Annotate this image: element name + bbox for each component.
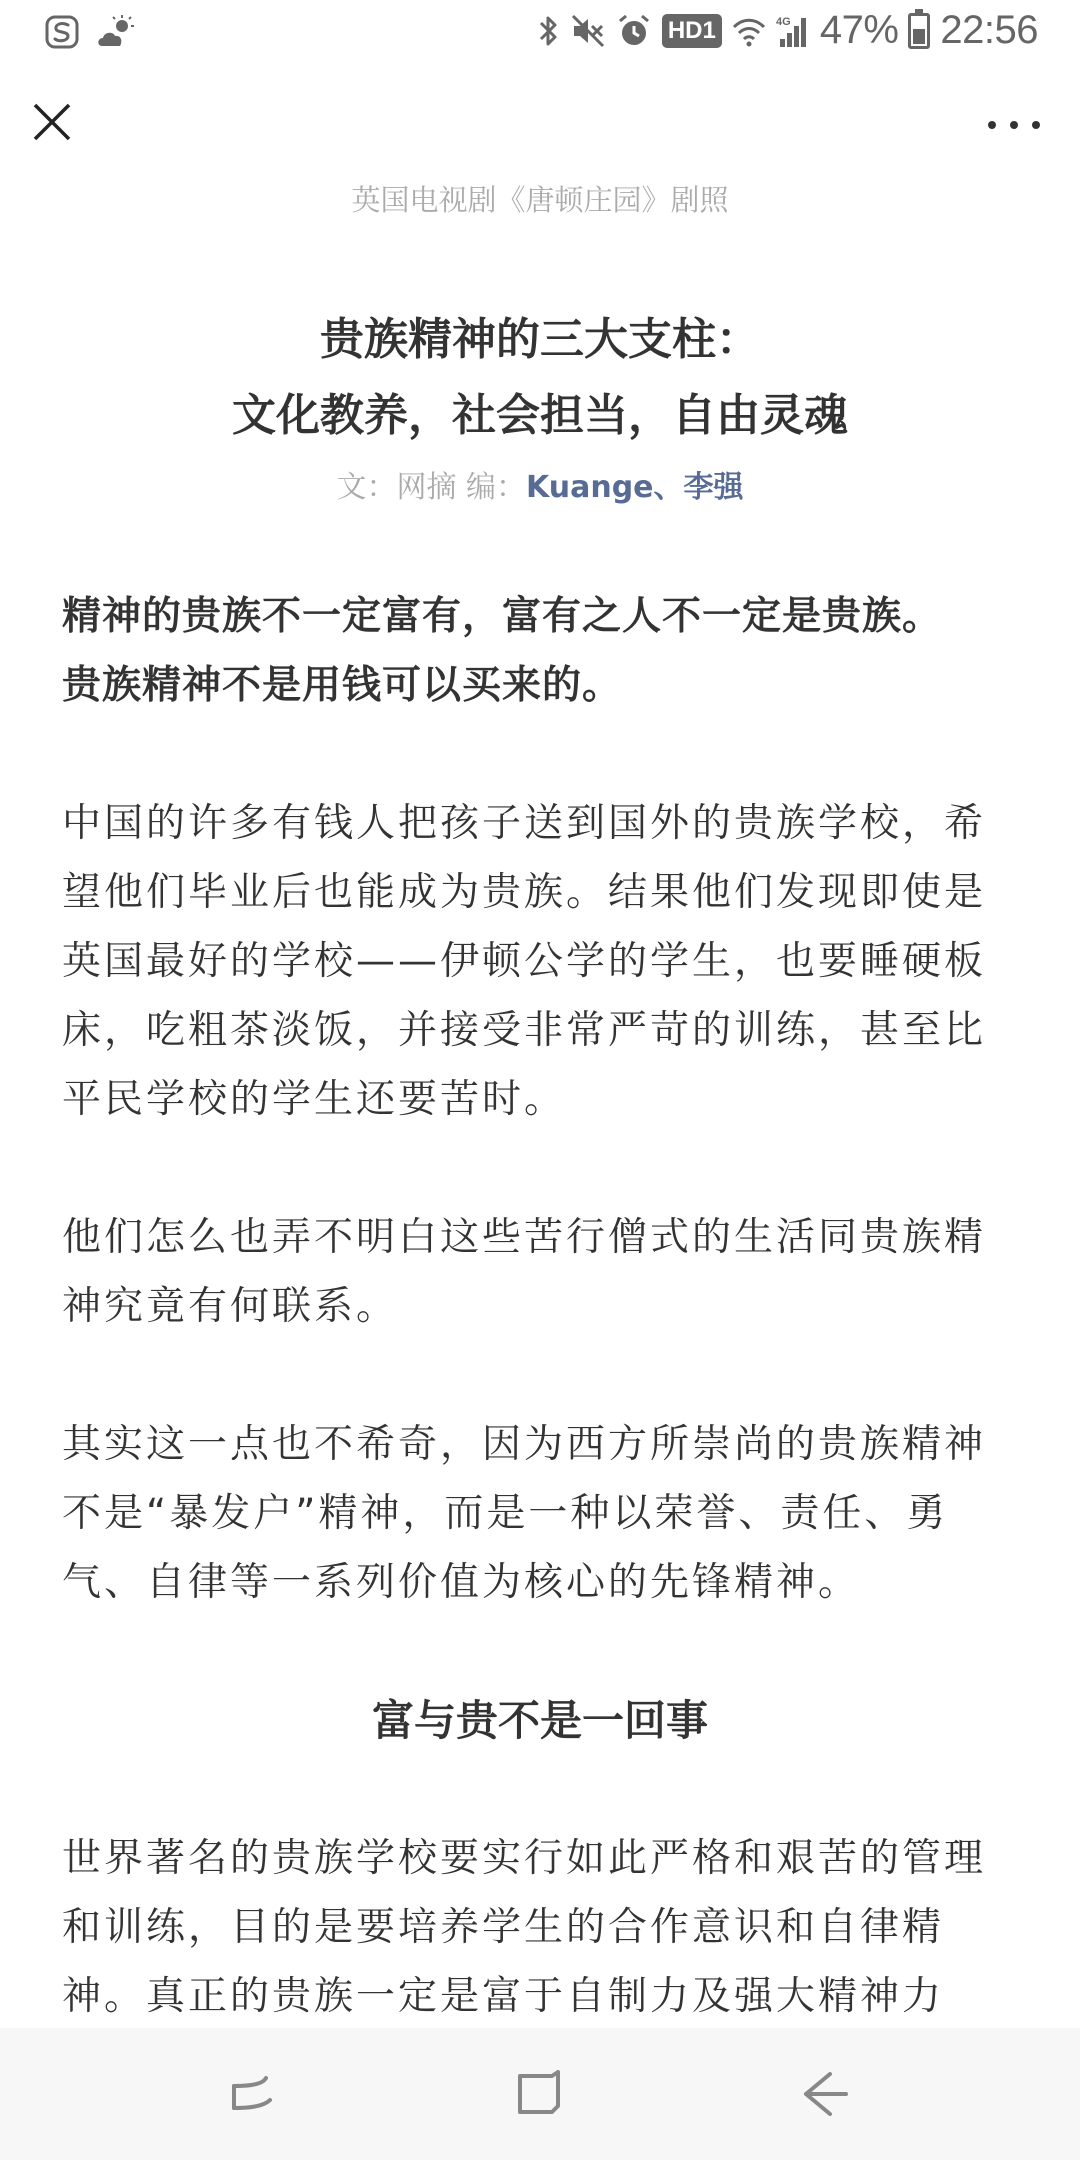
byline-prefix: 文：网摘 编： (336, 470, 527, 505)
paragraph-line: 中国的许多有钱人把孩子送到国外的贵族学校，希 (62, 801, 987, 846)
image-caption: 英国电视剧《唐顿庄园》剧照 (351, 183, 729, 217)
title-line: 贵族精神的三大支柱： (320, 314, 760, 365)
paragraph-line: 英国最好的学校——伊顿公学的学生，也要睡硬板 (62, 939, 987, 984)
byline (0, 462, 1080, 506)
paragraph-line: 精神的贵族不一定富有，富有之人不一定是贵族。 (62, 594, 943, 639)
paragraph-line: 其实这一点也不希奇，因为西方所崇尚的贵族精神 (62, 1422, 987, 1467)
paragraph-line: 平民学校的学生还要苦时。 (62, 1077, 567, 1122)
system-nav-bar (0, 2028, 1080, 2160)
battery-percent: 47% (819, 8, 899, 52)
mute-icon (570, 13, 606, 49)
lead-paragraph (62, 582, 1020, 720)
more-icon (1010, 121, 1018, 129)
editor-link[interactable]: 李强 (683, 470, 744, 505)
close-icon (30, 100, 74, 144)
back-icon (798, 2066, 854, 2122)
paragraph-line: 他们怎么也弄不明白这些苦行僧式的生活同贵族精 (62, 1215, 987, 1260)
paragraph-line: 和训练，目的是要培养学生的合作意识和自律精 (62, 1905, 945, 1950)
paragraph-line: 不是“暴发户”精神，而是一种以荣誉、责任、勇 (62, 1491, 949, 1536)
paragraph-line: 神究竟有何联系。 (62, 1284, 399, 1329)
back-button[interactable] (798, 2066, 854, 2122)
status-time: 22:56 (940, 8, 1038, 52)
section-heading: 富与贵不是一回事 (371, 1696, 708, 1745)
body-paragraph (62, 1410, 1020, 1617)
more-button[interactable] (988, 108, 1040, 142)
wifi-icon (732, 13, 766, 49)
article-title (60, 302, 1020, 454)
title-line: 文化教养，社会担当，自由灵魂 (232, 390, 848, 441)
paragraph-line: 世界著名的贵族学校要实行如此严格和艰苦的管理 (62, 1836, 987, 1881)
alarm-icon (616, 13, 652, 49)
paragraph-line: 贵族精神不是用钱可以买来的。 (62, 663, 623, 708)
paragraph-line: 床，吃粗茶淡饭，并接受非常严苛的训练，甚至比 (62, 1008, 987, 1053)
paragraph-line: 神。真正的贵族一定是富于自制力及强大精神力 (62, 1974, 945, 2019)
status-bar (0, 0, 1080, 66)
bluetooth-icon (538, 13, 560, 49)
more-icon (988, 121, 996, 129)
home-icon (512, 2066, 568, 2122)
close-button[interactable] (30, 100, 74, 144)
sogou-input-icon (44, 14, 80, 50)
body-paragraph (62, 789, 1020, 1134)
paragraph-line: 气、自律等一系列价值为核心的先锋精神。 (62, 1560, 861, 1605)
battery-icon (908, 13, 930, 49)
recent-apps-icon (226, 2066, 282, 2122)
hd-icon: HD1 (662, 14, 722, 48)
home-button[interactable] (512, 2066, 568, 2122)
paragraph-line: 望他们毕业后也能成为贵族。结果他们发现即使是 (62, 870, 987, 915)
status-left (44, 14, 136, 50)
weather-icon (96, 14, 136, 50)
body-paragraph (62, 1824, 1020, 2031)
battery-fill (913, 29, 925, 43)
recent-apps-button[interactable] (226, 2066, 282, 2122)
editor-link[interactable]: Kuange (526, 470, 654, 505)
signal-icon (776, 13, 810, 49)
more-icon (1032, 121, 1040, 129)
status-right (538, 8, 1038, 53)
signal-label: 4G (775, 15, 791, 28)
body-paragraph (62, 1203, 1020, 1341)
byline-separator: 、 (653, 470, 684, 505)
